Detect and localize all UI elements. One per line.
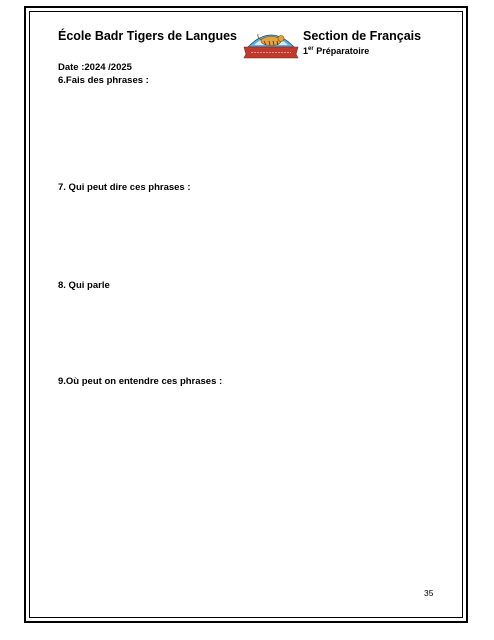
school-name: École Badr Tigers de Langues [58,29,237,43]
grade-label: Préparatoire [313,46,370,56]
page-number: 35 [424,588,434,598]
school-year-date: Date :2024 /2025 [58,62,132,73]
question-8: 8. Qui parle [58,280,110,291]
grade-number: 1 [303,46,309,56]
question-7: 7. Qui peut dire ces phrases : [58,182,191,193]
grade-level [303,46,369,56]
section-title: Section de Français [303,29,422,43]
page-border-inner [29,11,463,618]
question-6: 6.Fais des phrases : [58,75,149,86]
grade-suffix: er [308,46,314,52]
question-9: 9.Où peut on entendre ces phrases : [58,376,223,387]
school-logo [242,25,300,61]
